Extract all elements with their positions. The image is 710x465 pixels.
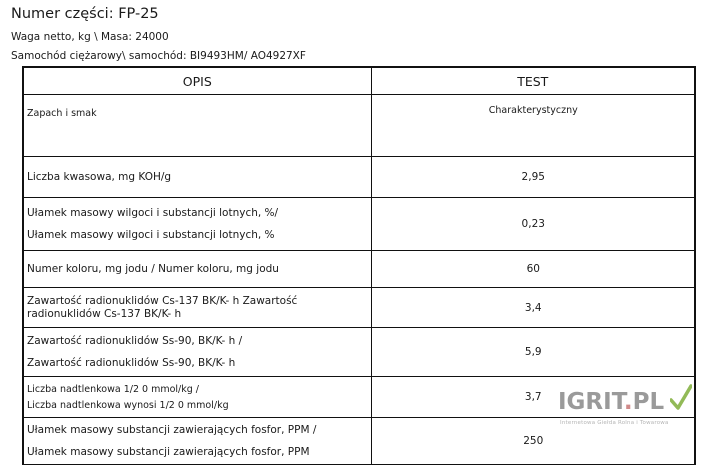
header-description: OPIS [23,67,371,95]
row-value: 2,95 [371,157,695,198]
watermark-brand-tld: PL [632,389,665,415]
description-line: Liczba nadtlenkowa wynosi 1/2 0 mmol/kg [27,399,229,411]
row-description [23,251,371,288]
watermark-brand-dot: . [623,389,633,415]
row-description [23,288,371,328]
table-row [23,95,695,157]
watermark-brand [558,389,664,415]
row-description [23,377,371,418]
description-line: Ułamek masowy substancji zawierających fosfor, PPM [27,445,310,458]
table-row [23,328,695,377]
table-row [23,157,695,198]
description-line: Zapach i smak [27,108,97,119]
row-description [23,418,371,465]
row-value: Charakterystyczny [371,95,695,157]
description-line: Liczba kwasowa, mg KOH/g [27,170,172,183]
description-line: Ułamek masowy wilgoci i substancji lotnych, % [27,228,275,241]
description-line: Zawartość radionuklidów Ss-90, BK/K- h [27,356,236,369]
watermark-brand-main: IGRIT [558,389,624,415]
description-line: Numer koloru, mg jodu / Numer koloru, mg jodu [27,262,279,275]
description-line: Ułamek masowy substancji zawierających fosfor, PPM / [27,423,317,436]
description-line: Zawartość radionuklidów Cs-137 BK/K- h Zawartość [27,294,298,307]
table-row [23,251,695,288]
description-line: Ułamek masowy wilgoci i substancji lotnych, %/ [27,206,279,219]
net-weight-line: Waga netto, kg \ Masa: 24000 [11,31,169,43]
part-number-title: Numer części: FP-25 [11,6,159,22]
row-description [23,328,371,377]
row-value: 5,9 [371,328,695,377]
row-description [23,157,371,198]
row-value: 3,4 [371,288,695,328]
row-description [23,95,371,157]
row-value: 250 [371,418,695,465]
table-row [23,198,695,251]
description-line: radionuklidów Cs-137 BK/K- h [27,307,182,320]
description-line: Zawartość radionuklidów Ss-90, BK/K- h / [27,334,243,347]
watermark-tagline: Internetowa Giełda Rolna i Towarowa [560,420,669,426]
description-line: Liczba nadtlenkowa 1/2 0 mmol/kg / [27,383,199,395]
row-value: 60 [371,251,695,288]
checkmark-icon [670,384,692,414]
table-header-row [23,67,695,95]
table-row [23,288,695,328]
header-test: TEST [371,67,695,95]
igrit-watermark-logo [558,384,698,434]
row-value: 0,23 [371,198,695,251]
row-description [23,198,371,251]
row-value: 3,7 [371,377,695,418]
vehicle-line: Samochód ciężarowy\ samochód: BI9493HM/ AO4927XF [11,50,306,62]
